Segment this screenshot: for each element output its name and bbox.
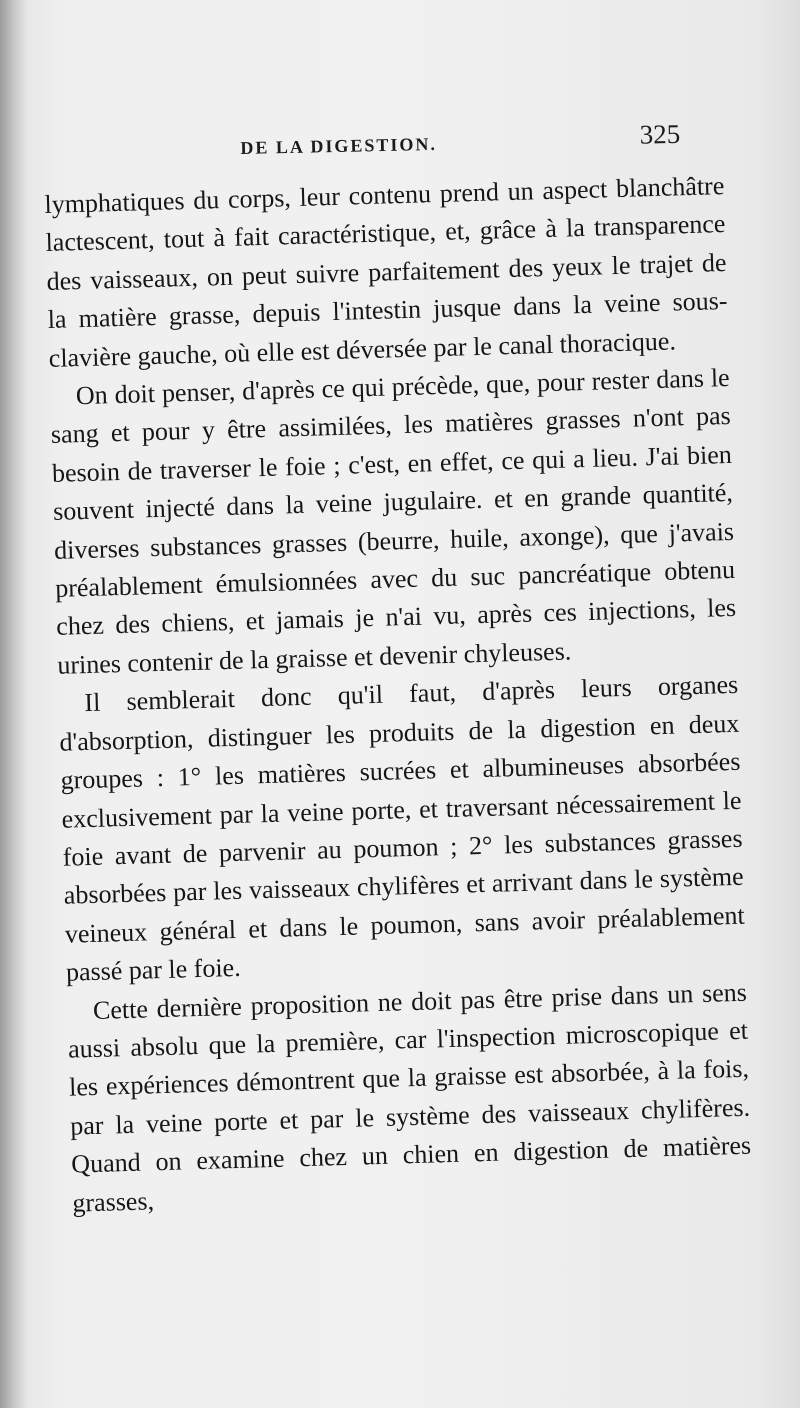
- page-number: 325: [639, 118, 681, 150]
- paragraph-2: On doit penser, d'après ce qui précède, que, pour rester dans le sang et pour y être assimilées, les matières grasses n'ont pas besoin de traverser le foie ; c'est, en effet, ce qui a lieu. J'ai bien souvent injecté dans la veine jugulaire. et en grande quantité, diverses substances grasses (beurre, huile, axonge), que j'avais préalablement émulsionnées avec du suc pancréatique obtenu chez des chiens, et jamais je n'ai vu, après ces injections, les urines contenir de la graisse et devenir chyleuses.: [50, 362, 737, 680]
- running-head: DE LA DIGESTION.: [240, 133, 438, 158]
- paragraph-3: Il semblerait donc qu'il faut, d'après leurs organes d'absorption, distinguer les produits de la digestion en deux groupes : 1° les matières sucrées et albumineuses absorbées exclusivement par la veine porte, et traversant nécessairement le foie avant de parvenir au poumon ; 2° les substances grasses absorbées par les vaisseaux chylifères et arrivant dans le système veineux général et dans le poumon, sans avoir préalablement passé par le foie.: [59, 670, 746, 987]
- paragraph-4: Cette dernière proposition ne doit pas être prise dans un sens aussi absolu que la première, car l'inspection microscopique et les expériences démontrent que la graisse est absorbée, à la fois, par la veine porte et par le système des vaisseaux chylifères. Quand on examine chez un chien en digestion de matières grasses,: [67, 977, 752, 1218]
- spine-shadow: [0, 0, 28, 1408]
- paragraph-1: lymphatiques du corps, leur contenu prend un aspect blanchâtre lactescent, tout à fait caractéristique, et, grâce à la transparence des vaisseaux, on peut suivre parfaitement des yeux le trajet de la matière grasse, depuis l'intestin jusque dans la veine sous-clavière gauche, où elle est déversée par le canal thoracique.: [44, 171, 728, 373]
- body-text: [44, 167, 753, 1223]
- page-header: [240, 119, 681, 168]
